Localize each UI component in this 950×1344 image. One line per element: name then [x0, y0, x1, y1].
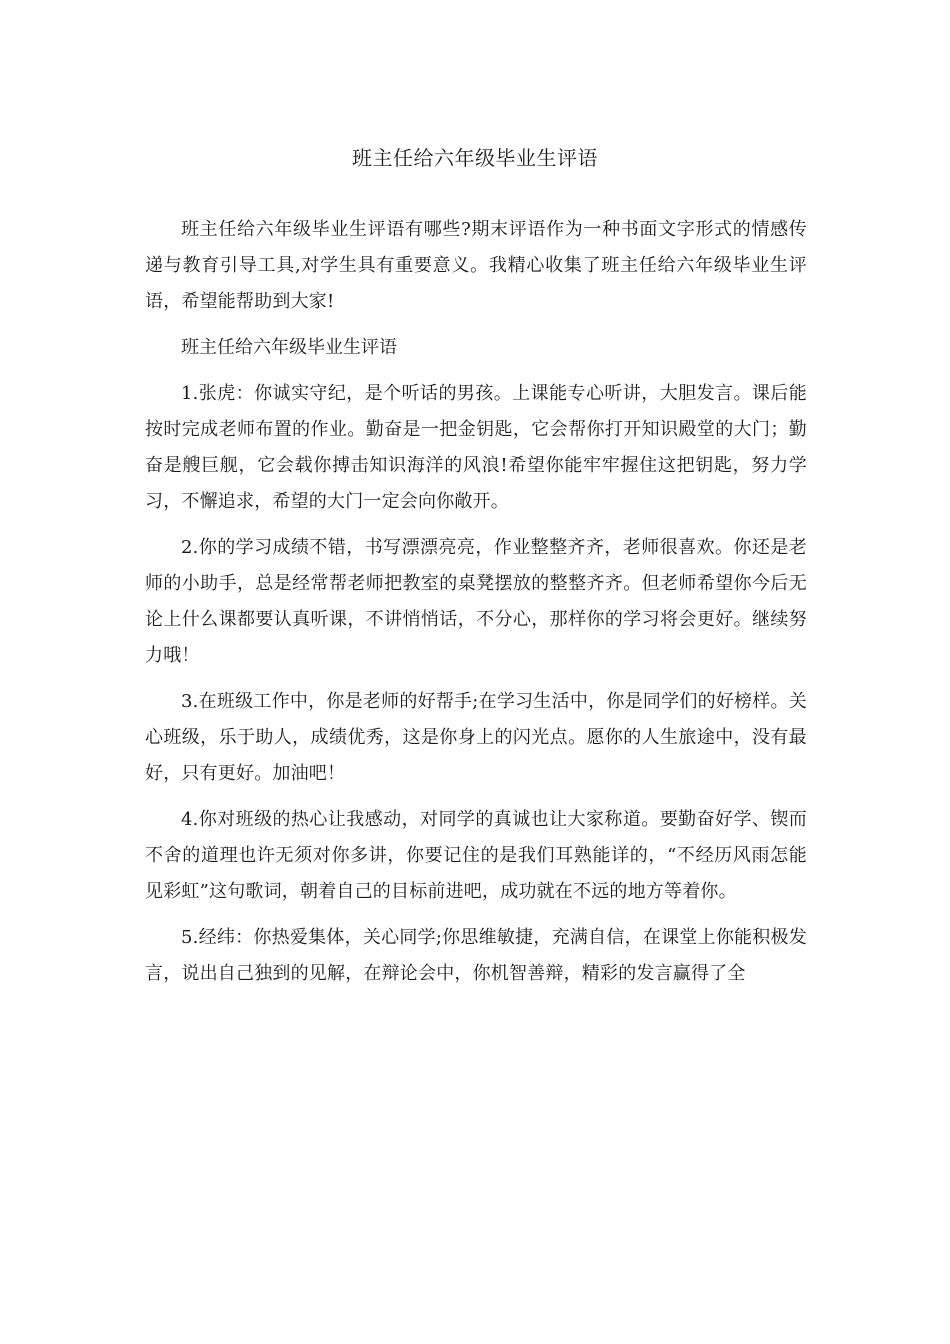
comment-paragraph-4: 4.你对班级的热心让我感动，对同学的真诚也让大家称道。要勤奋好学、锲而不舍的道理也许无须对你多讲，你要记住的是我们耳熟能详的，“不经历风雨怎能见彩虹”这句歌词，朝着自己的目标前进吧，成功就在不远的地方等着你。: [145, 809, 807, 902]
comment-paragraph-2: 2.你的学习成绩不错，书写漂漂亮亮，作业整整齐齐，老师很喜欢。你还是老师的小助手，总是经常帮老师把教室的桌凳摆放的整整齐齐。但老师希望你今后无论上什么课都要认真听课，不讲悄悄话，不分心，那样你的学习将会更好。继续努力哦！: [145, 537, 807, 666]
intro-paragraph: 班主任给六年级毕业生评语有哪些?期末评语作为一种书面文字形式的情感传递与教育引导工具,对学生具有重要意义。我精心收集了班主任给六年级毕业生评语，希望能帮助到大家!: [145, 219, 807, 312]
section-subheading: 班主任给六年级毕业生评语: [181, 337, 397, 358]
document-title: 班主任给六年级毕业生评语: [352, 146, 598, 170]
comment-paragraph-3: 3.在班级工作中，你是老师的好帮手;在学习生活中，你是同学们的好榜样。关心班级，乐于助人，成绩优秀，这是你身上的闪光点。愿你的人生旅途中，没有最好，只有更好。加油吧！: [145, 691, 807, 784]
comment-paragraph-1: 1.张虎：你诚实守纪，是个听话的男孩。上课能专心听讲，大胆发言。课后能按时完成老师布置的作业。勤奋是一把金钥匙，它会帮你打开知识殿堂的大门；勤奋是艘巨舰，它会载你搏击知识海洋的风浪!希望你能牢牢握住这把钥匙，努力学习，不懈追求，希望的大门一定会向你敞开。: [145, 383, 807, 512]
document-body: [145, 212, 807, 1002]
comment-paragraph-5: 5.经纬：你热爱集体，关心同学;你思维敏捷，充满自信，在课堂上你能积极发言，说出自己独到的见解，在辩论会中，你机智善辩，精彩的发言赢得了全: [145, 927, 807, 984]
